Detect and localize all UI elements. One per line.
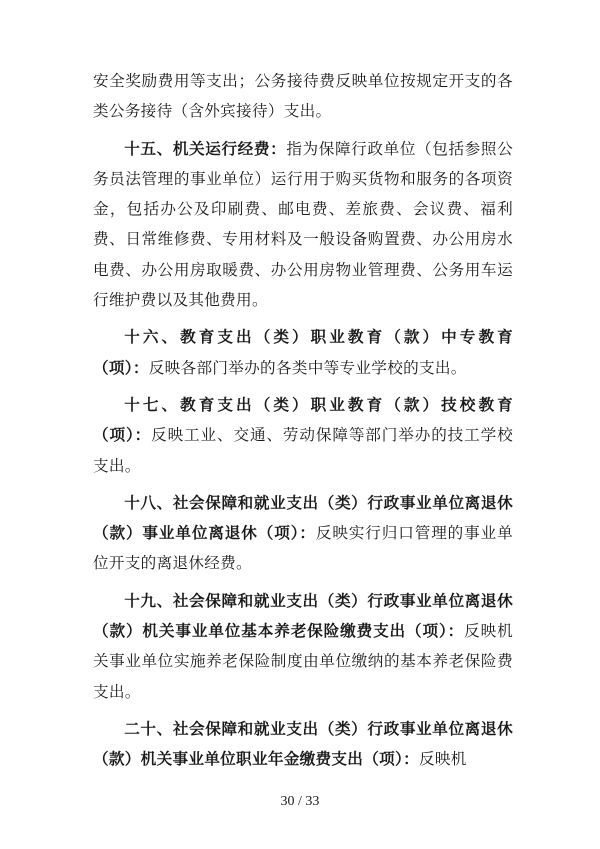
document-body [93,66,513,775]
paragraph-text: 反映机关事业单位实施养老保险制度由单位缴纳的基本养老保险费支出。 [93,622,513,701]
paragraph-text: 反映工业、交通、劳动保障等部门举办的技工学校支出。 [93,426,513,475]
paragraph-20 [93,714,513,775]
page-number: 30 / 33 [280,794,320,809]
paragraph-heading: 十九、社会保障和就业支出（类）行政事业单位离退休（款）机关事业单位基本养老保险缴费支出（项）： [93,591,513,641]
paragraph-heading: 十五、机关运行经费： [124,139,287,158]
paragraph-heading: 二十、社会保障和就业支出（类）行政事业单位离退休（款）机关事业单位职业年金缴费支出（项）： [93,719,513,769]
paragraph-19 [93,586,513,707]
paragraph-17 [93,390,513,481]
paragraph-18 [93,488,513,579]
paragraph-15 [93,134,513,316]
paragraph-text: 反映机 [418,750,467,769]
paragraph-heading: 十七、教育支出（类）职业教育（款）技校教育（项）： [93,395,513,445]
paragraph-16 [93,322,513,383]
paragraph-text: 指为保障行政单位（包括参照公务员法管理的事业单位）运行用于购买货物和服务的各项资金，包括办公及印刷费、邮电费、差旅费、会议费、福利费、日常维修费、专用材料及一般设备购置费、办公用房水电费、办公用房取暖费、办公用房物业管理费、公务用车运行维护费以及其他费用。 [93,139,513,310]
paragraph-text: 反映各部门举办的各类中等专业学校的支出。 [148,358,467,377]
paragraph-heading: 十八、社会保障和就业支出（类）行政事业单位离退休（款）事业单位离退休（项）： [93,493,513,543]
paragraph-text: 安全奖励费用等支出；公务接待费反映单位按规定开支的各类公务接待（含外宾接待）支出。 [93,72,513,121]
paragraph-heading: 十六、教育支出（类）职业教育（款）中专教育（项）： [93,328,513,377]
paragraph-text: 反映实行归口管理的事业单位开支的离退休经费。 [93,524,513,573]
paragraph-14-continuation [93,66,513,127]
